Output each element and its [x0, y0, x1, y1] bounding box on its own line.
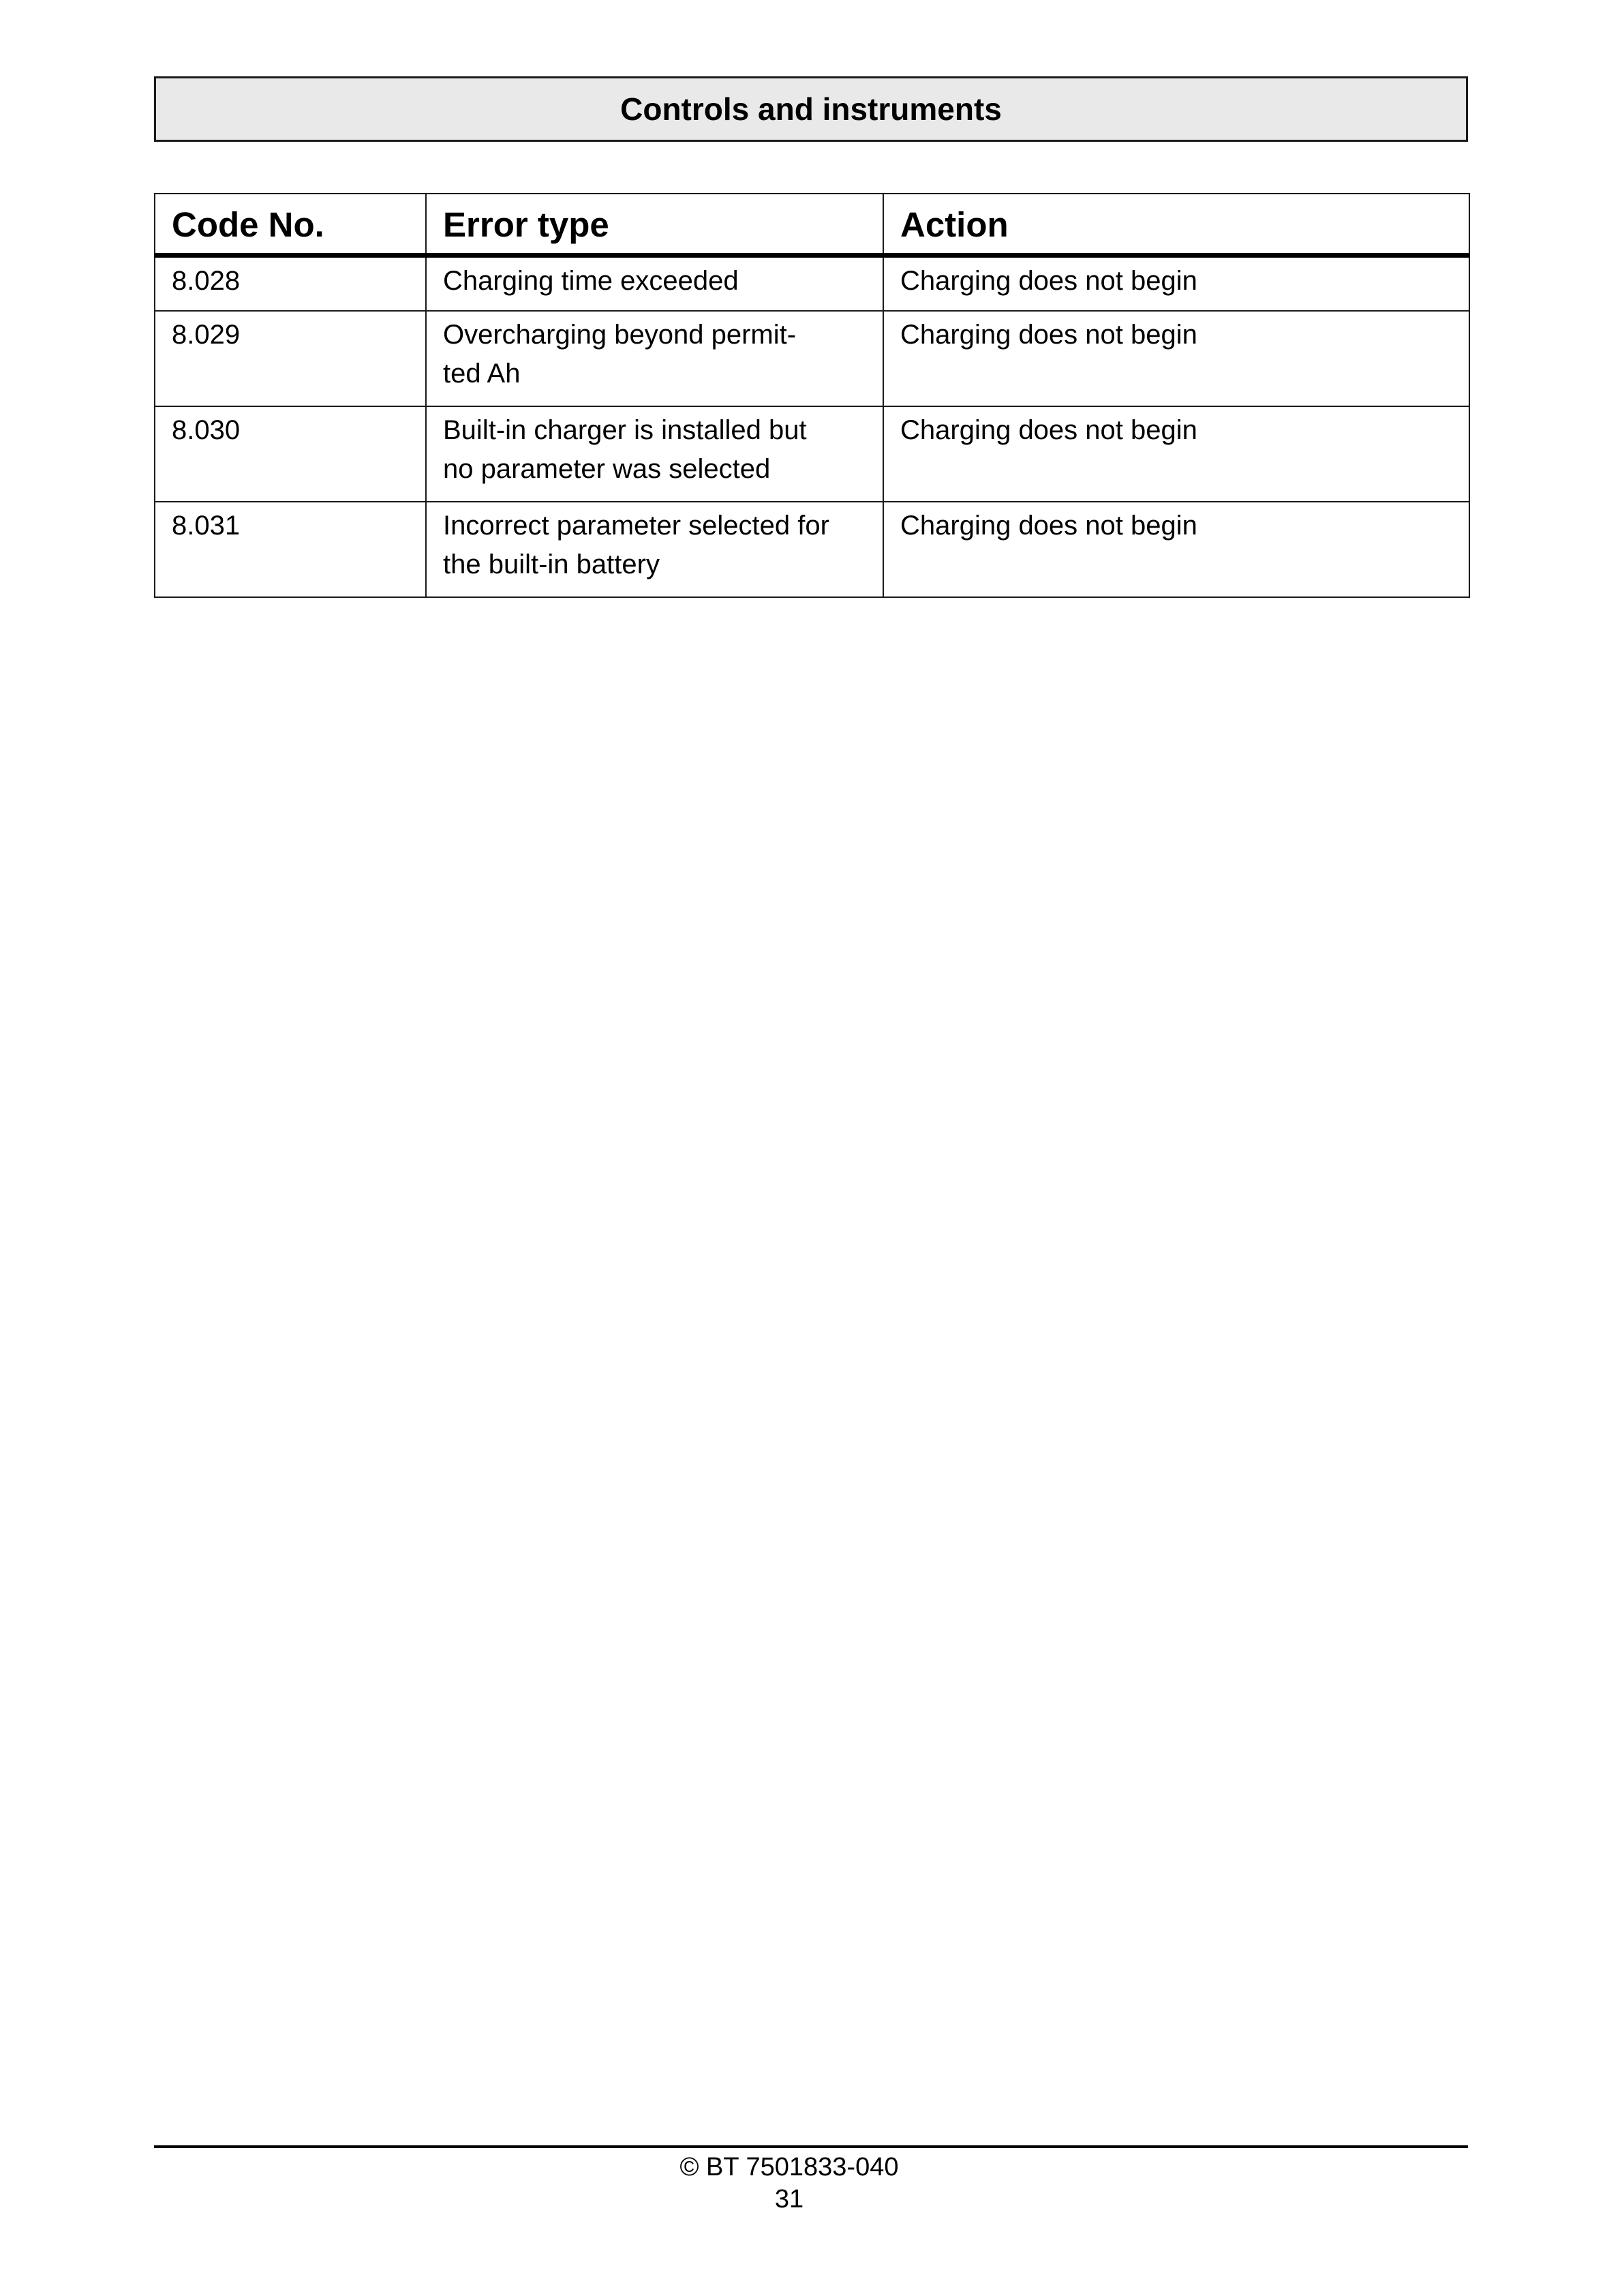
- column-header-code: Code No.: [155, 194, 426, 255]
- error-type-line: no parameter was selected: [443, 453, 771, 484]
- table-header-row: [155, 194, 1469, 255]
- cell-code: 8.028: [155, 255, 426, 311]
- cell-code: 8.029: [155, 311, 426, 406]
- cell-code: 8.031: [155, 502, 426, 597]
- cell-error-type: [426, 255, 883, 311]
- error-type-line: ted Ah: [443, 358, 521, 389]
- footer-divider: [154, 2145, 1468, 2148]
- error-type-line: Incorrect parameter selected for: [443, 510, 829, 541]
- cell-error-type: [426, 406, 883, 502]
- cell-error-type: [426, 502, 883, 597]
- table-row: [155, 406, 1469, 502]
- cell-error-type: [426, 311, 883, 406]
- table-row: [155, 502, 1469, 597]
- cell-action: Charging does not begin: [883, 406, 1469, 502]
- cell-action: Charging does not begin: [883, 311, 1469, 406]
- cell-action: Charging does not begin: [883, 255, 1469, 311]
- column-header-error-type: Error type: [426, 194, 883, 255]
- error-type-line: Built-in charger is installed but: [443, 414, 807, 445]
- column-header-action: Action: [883, 194, 1469, 255]
- document-id: © BT 7501833-040: [679, 2153, 899, 2181]
- section-title-box: [154, 76, 1468, 142]
- error-type-line: the built-in battery: [443, 549, 660, 579]
- cell-code: 8.030: [155, 406, 426, 502]
- cell-action: Charging does not begin: [883, 502, 1469, 597]
- error-code-table: [154, 193, 1470, 598]
- table-row: [155, 311, 1469, 406]
- page-footer: [0, 2151, 1578, 2216]
- table-row: [155, 255, 1469, 311]
- error-type-line: Charging time exceeded: [443, 265, 739, 296]
- error-type-line: Overcharging beyond permit-: [443, 319, 797, 350]
- page-number: 31: [774, 2185, 804, 2214]
- section-title: Controls and instruments: [620, 91, 1002, 127]
